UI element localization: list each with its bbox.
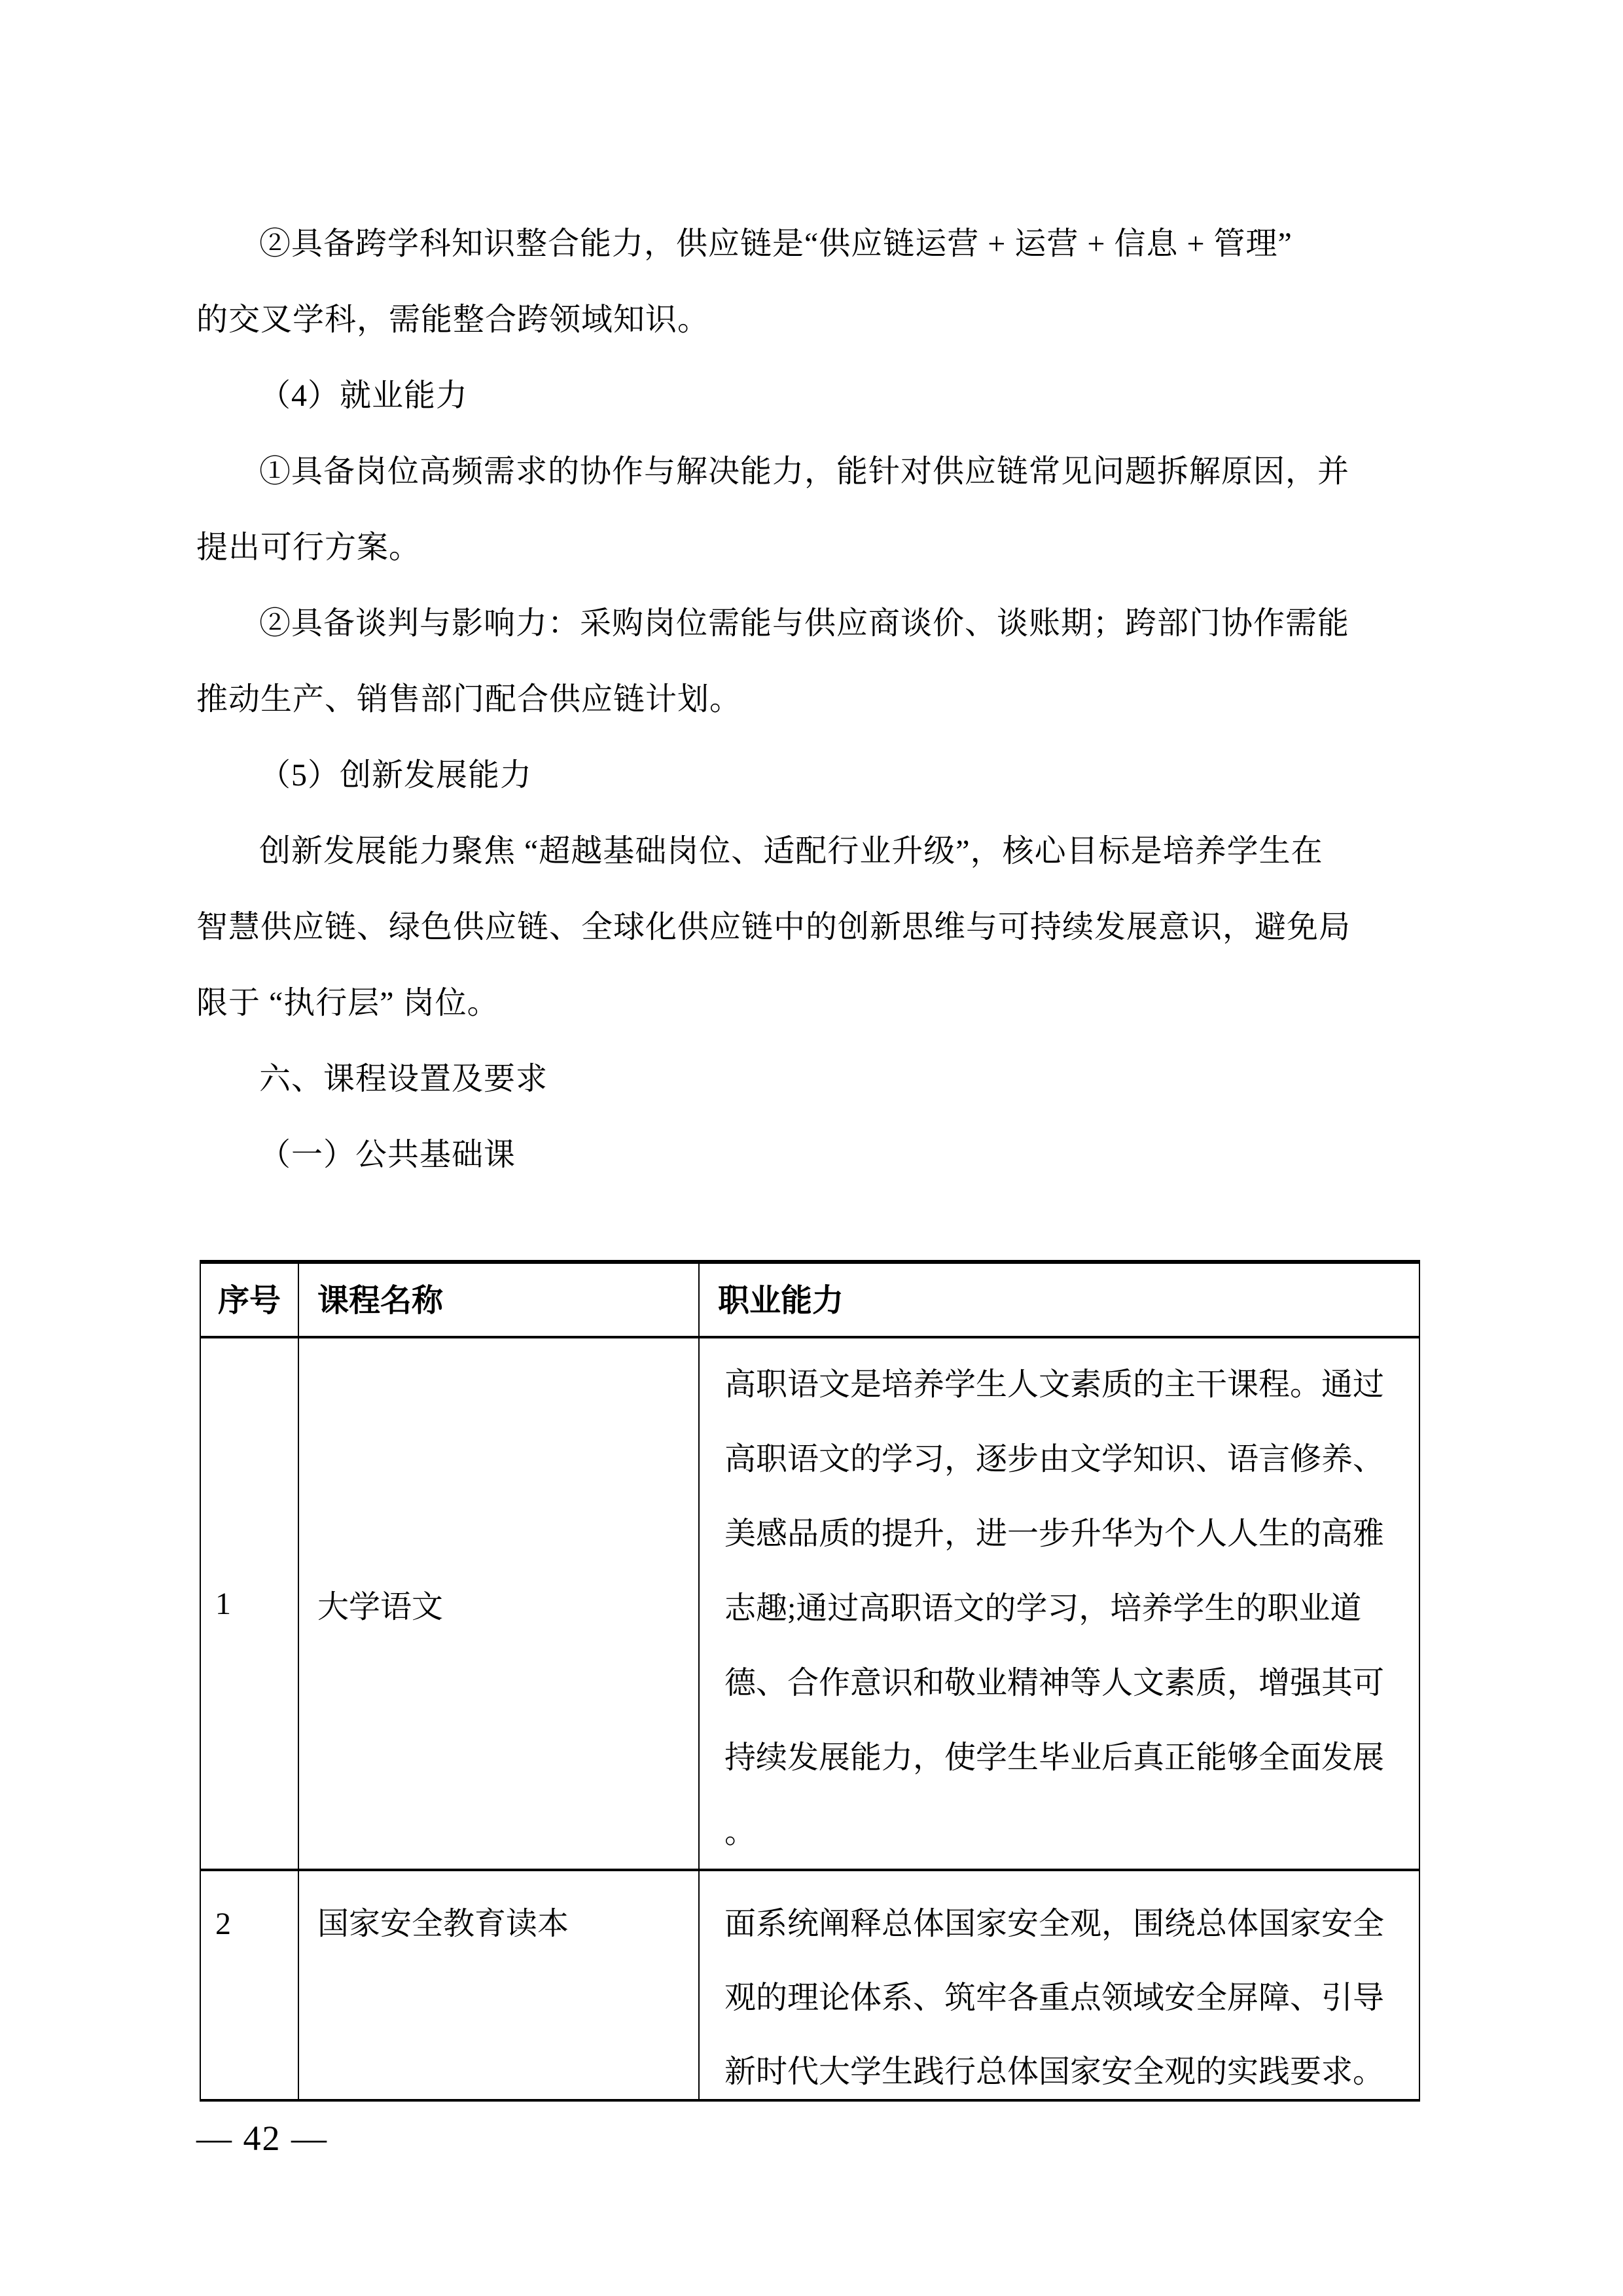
cell-ability-text (700, 1871, 1419, 2099)
page-number: — 42 — (196, 2119, 328, 2158)
header-cell-ability: 职业能力 (718, 1283, 844, 1318)
ability-line: 志趣;通过高职语文的学习，培养学生的职业道 (724, 1591, 1362, 1626)
chapter-heading-courses: 六、课程设置及要求 (259, 1062, 548, 1096)
table-row (201, 1871, 1419, 2099)
ability-line: 德、合作意识和敬业精神等人文素质，增强其可 (724, 1666, 1385, 1700)
section-heading-innovation: （5）创新发展能力 (259, 758, 533, 793)
cell-course-name: 国家安全教育读本 (299, 1871, 700, 2099)
ability-line: 持续发展能力，使学生毕业后真正能够全面发展 (724, 1740, 1385, 1775)
paragraph-line: ②具备跨学科知识整合能力，供应链是“供应链运营 + 运营 + 信息 + 管理” (259, 226, 1293, 261)
paragraph-line: 提出可行方案。 (196, 530, 421, 565)
section-heading-public-basic-courses: （一）公共基础课 (259, 1138, 516, 1172)
courses-table (200, 1260, 1420, 2102)
paragraph-line: 创新发展能力聚焦 “超越基础岗位、适配行业升级”，核心目标是培养学生在 (259, 834, 1323, 869)
cell-row-number: 2 (201, 1871, 299, 2099)
ability-line: 。 (724, 1815, 757, 1850)
paragraph-line: ①具备岗位高频需求的协作与解决能力，能针对供应链常见问题拆解原因，并 (259, 454, 1350, 489)
paragraph-line: ②具备谈判与影响力：采购岗位需能与供应商谈价、谈账期；跨部门协作需能 (259, 606, 1350, 641)
ability-line: 美感品质的提升，进一步升华为个人人生的高雅 (724, 1516, 1385, 1551)
table-header-row (201, 1264, 1419, 1338)
ability-line: 观的理论体系、筑牢各重点领域安全屏障、引导 (724, 1981, 1385, 2015)
paragraph-line: 的交叉学科，需能整合跨领域知识。 (196, 302, 710, 337)
ability-line: 高职语文是培养学生人文素质的主干课程。通过 (724, 1367, 1385, 1402)
paragraph-line: 推动生产、销售部门配合供应链计划。 (196, 682, 742, 717)
cell-course-name: 大学语文 (299, 1338, 700, 1869)
ability-line: 高职语文的学习，逐步由文学知识、语言修养、 (724, 1442, 1385, 1477)
header-cell-course: 课程名称 (299, 1264, 700, 1336)
table-row (201, 1338, 1419, 1871)
header-cell-index: 序号 (201, 1264, 299, 1336)
cell-ability-text (700, 1338, 1419, 1869)
paragraph-line: 限于 “执行层” 岗位。 (196, 986, 499, 1020)
paragraph-line: 智慧供应链、绿色供应链、全球化供应链中的创新思维与可持续发展意识，避免局 (196, 910, 1351, 944)
cell-row-number: 1 (201, 1338, 299, 1869)
ability-line: 新时代大学生践行总体国家安全观的实践要求。 (724, 2054, 1385, 2089)
body-paragraphs (196, 206, 1425, 1193)
ability-line: 面系统阐释总体国家安全观，围绕总体国家安全 (724, 1907, 1385, 1941)
section-heading-employment: （4）就业能力 (259, 378, 469, 413)
